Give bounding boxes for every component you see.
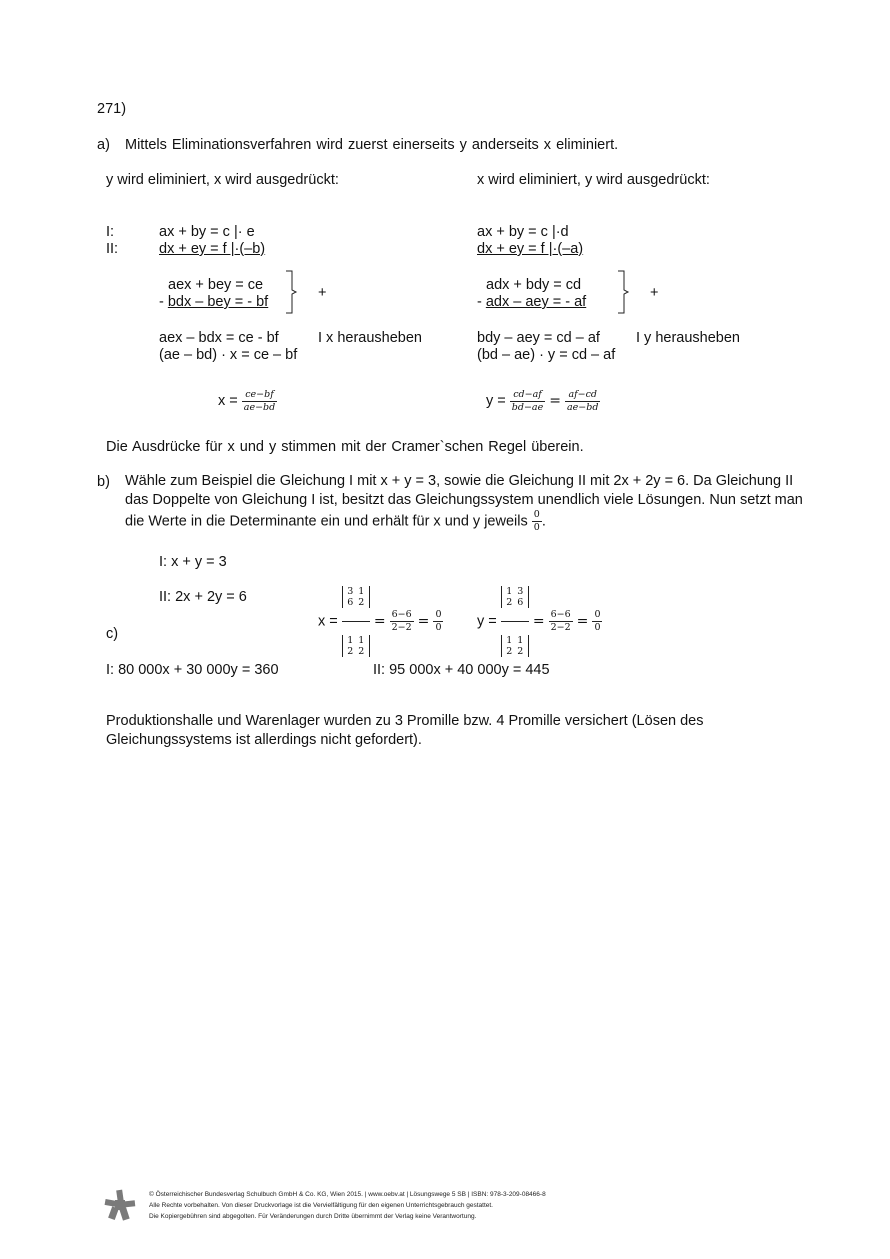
x-step-fraction: [390, 609, 414, 634]
det-cell: 6: [517, 597, 524, 609]
det-cell: 2: [358, 646, 365, 658]
y-step-num: 6−6: [550, 609, 571, 620]
right-solution-den-2: ae−bd: [567, 401, 599, 413]
x-det-fraction: [342, 574, 370, 669]
part-b-line-3-text: die Werte in die Determinante ein und erhält für x und y jeweils: [125, 513, 528, 530]
right-result-1-note: I y herausheben: [636, 330, 740, 346]
x-step-num: 6−6: [391, 609, 412, 620]
y-cramer-label: y =: [477, 613, 497, 630]
part-b-zero-den: 0: [533, 522, 540, 533]
roman-2: II:: [106, 241, 119, 257]
y-result-fraction: [592, 609, 602, 634]
y-det-bottom: [501, 635, 529, 657]
det-cell: 1: [358, 586, 365, 598]
x-eq-sign-1: =: [373, 613, 386, 630]
part-b-eq-1: I: x + y = 3: [159, 554, 227, 570]
part-c-line-1: Produktionshalle und Warenlager wurden zu 3 Promille bzw. 4 Promille versichert (Lösen des: [106, 713, 704, 729]
y-result-num: 0: [594, 609, 601, 620]
right-solution-num-2: af−cd: [565, 389, 600, 402]
left-brace: [284, 270, 298, 314]
left-eq-1: ax + by = c |· e: [159, 224, 255, 240]
part-b-line-3: [125, 509, 825, 534]
footer-fees: Die Kopiergebühren sind abgegolten. Für Veränderungen durch Dritte übernimmt der Verlag keine Verantwortung.: [149, 1213, 477, 1220]
right-brace: [616, 270, 630, 314]
right-solution-var: y =: [486, 393, 506, 409]
publisher-logo-icon: [104, 1189, 136, 1221]
part-a-conclusion: Die Ausdrücke für x und y stimmen mit der Cramer`schen Regel überein.: [106, 439, 584, 455]
right-plus: +: [650, 285, 659, 301]
part-b-eq-2: II: 2x + 2y = 6: [159, 589, 247, 605]
footer-rights: Alle Rechte vorbehalten. Von dieser Druckvorlage ist die Vervielfältigung für den eigenen Unterrichtsgebrauch gestattet.: [149, 1202, 493, 1209]
det-cell: 1: [506, 635, 513, 647]
left-result-2: (ae – bd) · x = ce – bf: [159, 347, 298, 363]
det-cell: 1: [517, 635, 524, 647]
y-det-top: [501, 586, 529, 608]
x-cramer: [318, 574, 443, 669]
problem-number: 271): [97, 101, 127, 117]
part-b-line-1: Wähle zum Beispiel die Gleichung I mit x + y = 3, sowie die Gleichung II mit 2x + 2y = 6. Da Gleichung II: [125, 473, 794, 489]
part-c-text: [106, 712, 703, 750]
det-cell: 2: [506, 597, 513, 609]
left-solution: [218, 386, 277, 416]
right-solution-equals: =: [549, 393, 561, 410]
right-result-1: bdy – aey = cd – af: [477, 330, 600, 346]
y-cramer: [477, 574, 602, 669]
left-solution-var: x =: [218, 393, 238, 409]
left-solution-num: ce−bf: [242, 389, 277, 402]
det-cell: 1: [506, 586, 513, 598]
right-solution: [486, 386, 600, 416]
right-heading: x wird eliminiert, y wird ausgedrückt:: [477, 172, 710, 188]
right-mult-2-body: adx – aey = - af: [485, 294, 587, 310]
y-det-fraction: [501, 574, 529, 669]
right-mult-1: adx + bdy = cd: [486, 277, 582, 293]
left-mult-1: aex + bey = ce: [168, 277, 264, 293]
left-mult-2: [159, 294, 268, 311]
roman-1: I:: [106, 224, 115, 240]
det-cell: 6: [347, 597, 354, 609]
x-det-top: [342, 586, 370, 608]
x-det-bottom: [342, 635, 370, 657]
det-cell: 2: [506, 646, 513, 658]
det-cell: 2: [517, 646, 524, 658]
y-step-fraction: [549, 609, 573, 634]
right-mult-2-prefix: -: [477, 294, 486, 310]
y-result-den: 0: [594, 622, 601, 633]
right-solution-den-1: bd−ae: [511, 401, 544, 413]
right-eq-2: dx + ey = f |·(–a): [477, 241, 584, 257]
x-result-den: 0: [435, 622, 442, 633]
right-solution-num-1: cd−af: [510, 389, 545, 402]
x-result-num: 0: [435, 609, 442, 620]
part-c-line-2: Gleichungssystems ist allerdings nicht gefordert).: [106, 732, 422, 748]
part-b-text: [125, 472, 825, 534]
right-solution-fraction-1: [510, 389, 545, 414]
y-step-den: 2−2: [550, 622, 571, 633]
left-heading: y wird eliminiert, x wird ausgedrückt:: [106, 172, 339, 188]
det-cell: 2: [358, 597, 365, 609]
left-eq-2: dx + ey = f |·(–b): [159, 241, 266, 257]
part-c-eq-2: II: 95 000x + 40 000y = 445: [373, 662, 550, 678]
left-mult-2-prefix: -: [159, 294, 168, 310]
left-result-1: aex – bdx = ce - bf: [159, 330, 279, 346]
det-cell: 3: [347, 586, 354, 598]
part-b-line-3-end: .: [541, 513, 546, 530]
det-cell: 1: [347, 635, 354, 647]
right-solution-fraction-2: [565, 389, 600, 414]
x-cramer-label: x =: [318, 613, 338, 630]
part-a-label: a): [97, 137, 110, 153]
right-result-2: (bd – ae) · y = cd – af: [477, 347, 616, 363]
part-b-zero-fraction: [532, 509, 542, 534]
left-plus: +: [318, 285, 327, 301]
part-c-label: c): [106, 626, 119, 642]
right-mult-2: [477, 294, 586, 311]
part-a-intro: Mittels Eliminationsverfahren wird zuerst einerseits y anderseits x eliminiert.: [125, 137, 619, 153]
y-eq-sign-2: =: [576, 613, 589, 630]
footer-copyright: © Österreichischer Bundesverlag Schulbuch GmbH & Co. KG, Wien 2015. | www.oebv.at | Lösungswege 5 SB | ISBN: 978-3-209-08466-8: [149, 1191, 546, 1198]
left-solution-den: ae−bd: [243, 401, 276, 413]
part-b-zero-num: 0: [533, 509, 540, 520]
part-b-line-2: das Doppelte von Gleichung I ist, besitzt das Gleichungssystem unendlich viele Lösungen. Nun setzt man: [125, 492, 803, 508]
det-cell: 2: [347, 646, 354, 658]
left-result-1-note: I x herausheben: [318, 330, 422, 346]
x-result-fraction: [433, 609, 443, 634]
part-b-label: b): [97, 474, 110, 490]
det-cell: 3: [517, 586, 524, 598]
y-eq-sign-1: =: [532, 613, 545, 630]
det-cell: 1: [358, 635, 365, 647]
left-solution-fraction: [242, 389, 277, 414]
x-step-den: 2−2: [391, 622, 412, 633]
right-eq-1: ax + by = c |·d: [477, 224, 569, 240]
left-mult-2-body: bdx – bey = - bf: [167, 294, 269, 310]
part-c-eq-1: I: 80 000x + 30 000y = 360: [106, 662, 279, 678]
x-eq-sign-2: =: [417, 613, 430, 630]
